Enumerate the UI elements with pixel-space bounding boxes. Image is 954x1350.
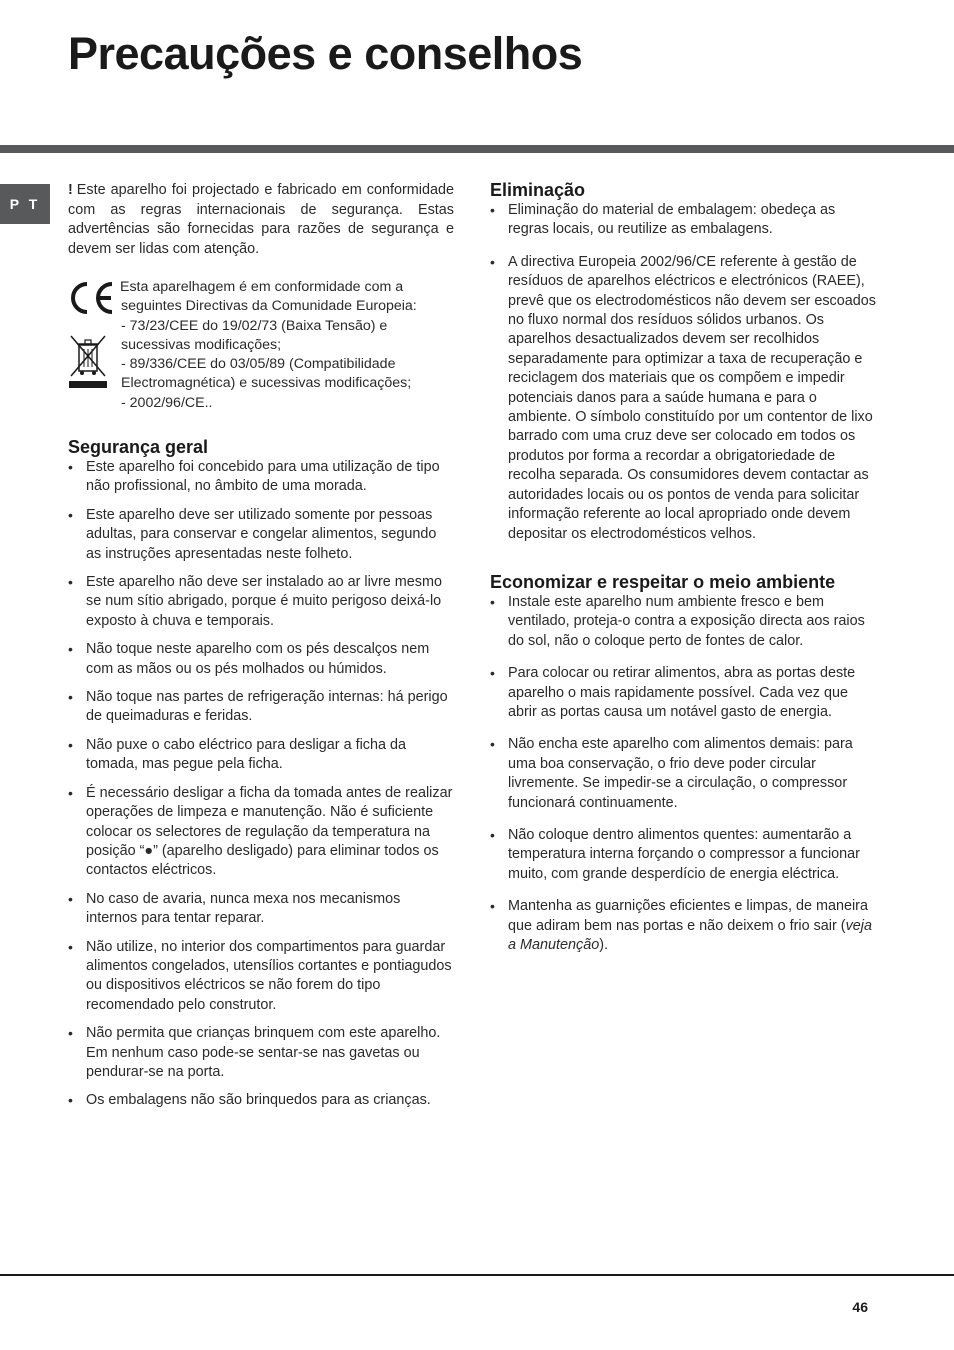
list-item: • Não toque nas partes de refrigeração internas: há perigo de queimaduras e feridas. (68, 688, 454, 727)
intro-text: Este aparelho foi projectado e fabricado em conformidade com as regras internacionais de segurança. Estas advertências são fornecidas para razões de segurança e devem ser lidas com atenção. (68, 182, 454, 257)
list-item: • Este aparelho não deve ser instalado ao ar livre mesmo se num sítio abrigado, porque é muito perigoso deixá-lo exposto à chuva e temporais. (68, 573, 454, 631)
page-number: 46 (852, 1299, 868, 1315)
ce-line: sucessivas modificações; (121, 336, 282, 353)
list-item: • Não permita que crianças brinquem com este aparelho. Em nenhum caso pode-se sentar-se nas gavetas ou pendurar-se na porta. (68, 1024, 454, 1082)
ce-mark-icon (68, 278, 116, 318)
manutencao-reference: veja a Manutenção (508, 917, 872, 953)
list-item (490, 897, 876, 955)
eliminacao-list (490, 201, 876, 544)
warning-mark: ! (68, 182, 73, 198)
ce-line: - 2002/96/CE.. (121, 394, 213, 411)
list-item: • Não toque neste aparelho com os pés descalços nem com as mãos ou os pés molhados ou húmidos. (68, 640, 454, 679)
section-heading-eliminacao: Eliminação (490, 180, 586, 200)
ce-icons (68, 278, 118, 396)
ce-directives-text (120, 278, 454, 413)
bottom-divider (0, 1274, 954, 1276)
ce-line: - 89/336/CEE do 03/05/89 (Compatibilidade (121, 356, 396, 373)
list-item: • Este aparelho foi concebido para uma utilização de tipo não profissional, no âmbito de uma morada. (68, 458, 454, 497)
list-item: • Os embalagens não são brinquedos para as crianças. (68, 1091, 454, 1110)
ce-line: Electromagnética) e sucessivas modificações; (121, 375, 412, 392)
list-item: • Instale este aparelho num ambiente fresco e bem ventilado, proteja-o contra a exposição directa aos raios do sol, não o coloque perto de fontes de calor. (490, 593, 876, 651)
list-item: • Não coloque dentro alimentos quentes: aumentarão a temperatura interna forçando o compressor a funcionar muito, com grande desperdício de energia eléctrica. (490, 826, 876, 884)
section-heading-seguranca: Segurança geral (68, 437, 209, 457)
list-item: • Não utilize, no interior dos compartimentos para guardar alimentos congelados, utensílios cortantes e pontiagudos ou dispositivos eléctricos se não forem do tipo recomendado pelo construtor. (68, 938, 454, 1016)
list-item: • Não puxe o cabo eléctrico para desligar a ficha da tomada, mas pegue pela ficha. (68, 736, 454, 775)
ce-line: - 73/23/CEE do 19/02/73 (Baixa Tensão) e (121, 317, 388, 334)
left-column (68, 181, 454, 1120)
list-item: • É necessário desligar a ficha da tomada antes de realizar operações de limpeza e manutenção. Não é suficiente colocar os selectores de regulação da temperatura na posição “●” (aparelho desligado) para eliminar todos os contactos eléctricos. (68, 784, 454, 881)
list-item-tail: ). (599, 937, 609, 953)
list-item: • Eliminação do material de embalagem: obedeça as regras locais, ou reutilize as embalagens. (490, 201, 876, 240)
list-item: • A directiva Europeia 2002/96/CE referente à gestão de resíduos de aparelhos eléctricos e electrónicos (RAEE), prevê que os electrodomésticos não devem ser escoados no fluxo normal dos resíduos sólidos urbanos. Os aparelhos desactualizados devem ser recolhidos separadamente para optimizar a taxa de recuperação e reciclagem dos materiais que os compõem e impedir potenciais danos para a saúde humana e para o ambiente. O símbolo constituído por um contentor de lixo barrado com uma cruz deve ser colocado em todos os produtos por forma a recordar a obrigatoriedade de recolha separada. Os consumidores devem contactar as autoridades locais ou os pontos de venda para solicitar informação referente ao local apropriado onde devem depositar os electrodomésticos velhos. (490, 253, 876, 544)
top-divider (0, 145, 954, 153)
ce-conformity-block (68, 278, 454, 411)
right-column (490, 179, 876, 968)
language-tab: P T (0, 184, 50, 224)
ce-line: Esta aparelhagem é em conformidade com a (120, 279, 404, 295)
page-title: Precauções e conselhos (68, 28, 583, 79)
list-item-text: Mantenha as guarnições eficientes e limpas, de maneira que adiram bem nas portas e não deixem o frio sair ( (508, 898, 868, 934)
section-heading-economizar: Economizar e respeitar o meio ambiente (490, 571, 836, 592)
list-item: • No caso de avaria, nunca mexa nos mecanismos internos para tentar reparar. (68, 890, 454, 929)
intro-paragraph (68, 181, 454, 259)
crossed-bin-icon (68, 333, 108, 391)
economizar-list (490, 593, 876, 956)
seguranca-list (68, 458, 454, 1111)
ce-line: seguintes Directivas da Comunidade Europeia: (121, 298, 417, 315)
list-item: • Para colocar ou retirar alimentos, abra as portas deste aparelho o mais rapidamente possível. Cada vez que abrir as portas causa um notável gasto de energia. (490, 664, 876, 722)
list-item: • Não encha este aparelho com alimentos demais: para uma boa conservação, o frio deve poder circular livremente. Se impedir-se a circulação, o compressor funcionará continuamente. (490, 735, 876, 813)
list-item: • Este aparelho deve ser utilizado somente por pessoas adultas, para conservar e congelar alimentos, segundo as instruções apresentadas neste folheto. (68, 506, 454, 564)
